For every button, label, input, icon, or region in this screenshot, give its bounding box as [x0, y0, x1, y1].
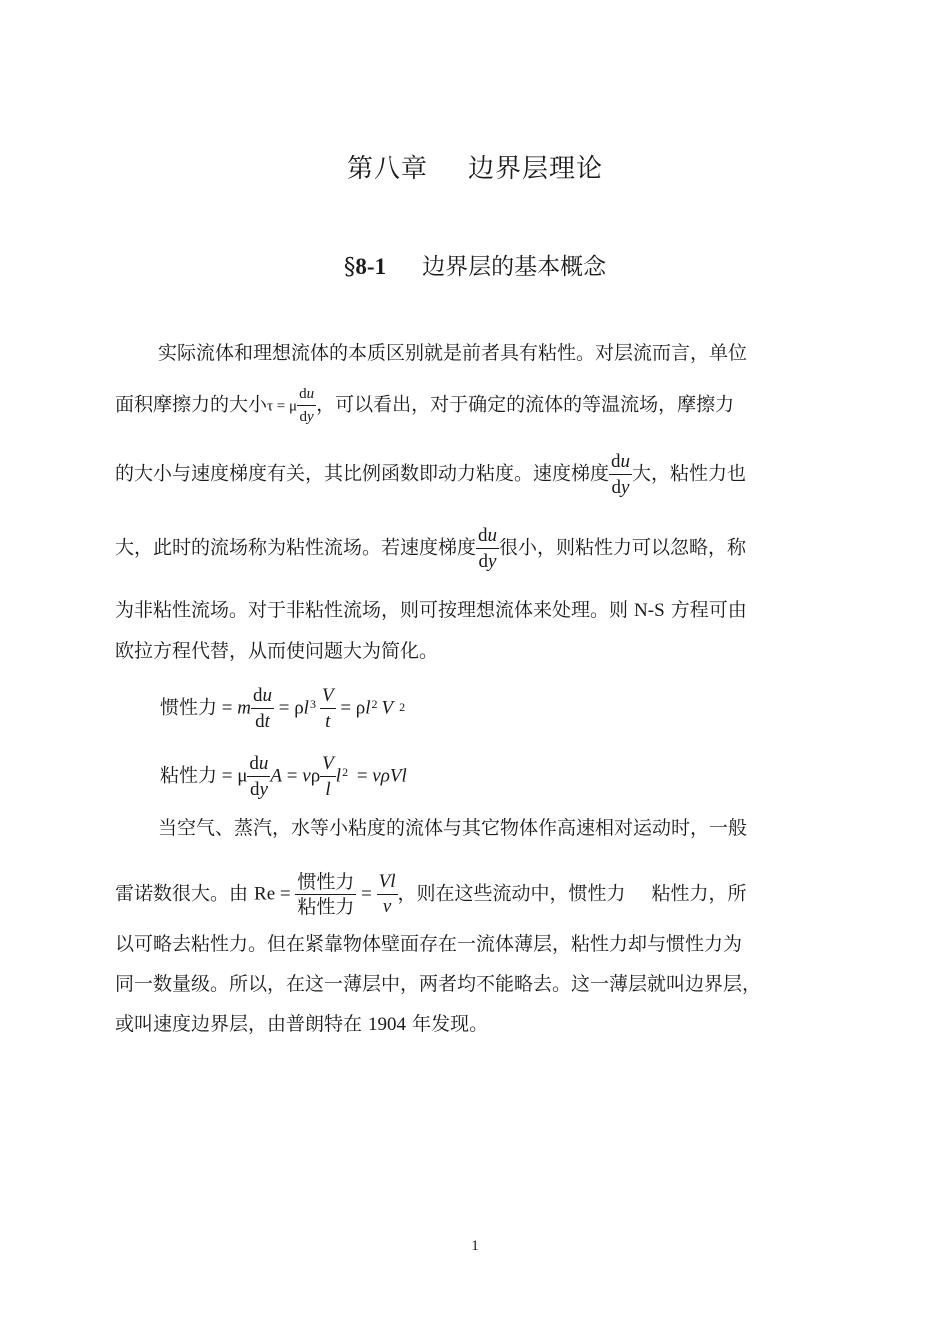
chapter-number: 第八章: [346, 154, 428, 184]
paragraph-2-line-1: 当空气、蒸汽，水等小粘度的流体与其它物体作高速相对运动时，一般: [158, 817, 748, 839]
year: 1904: [368, 1014, 407, 1035]
text-span: 很小，则粘性力可以忽略，称: [499, 536, 747, 559]
d-symbol: d: [299, 409, 307, 425]
y-symbol: y: [488, 551, 497, 572]
fraction-du-dt: [251, 683, 274, 734]
reynolds-symbol: Re: [254, 883, 276, 905]
rho-symbol: ρ: [355, 697, 366, 719]
text-span: 为非粘性流场。对于非粘性流场，则可按理想流体来处理。则: [115, 599, 635, 621]
a-symbol: A: [270, 765, 283, 787]
l-symbol: l: [335, 765, 342, 787]
fraction-vl-nu: [377, 870, 398, 919]
denominator: v: [382, 896, 392, 917]
u-symbol: u: [262, 685, 272, 706]
equals-sign: =: [275, 883, 296, 905]
text-span: 年发现。: [406, 1013, 489, 1035]
numerator: 惯性力: [297, 871, 355, 893]
section-title: 边界层的基本概念: [422, 254, 607, 280]
rho-v-l-term: ρVl: [380, 765, 407, 787]
text-span: 雷诺数很大。由: [115, 882, 255, 905]
text-span: ，可以看出，对于确定的流体的等温流场，摩擦力: [316, 393, 735, 416]
d-symbol: d: [255, 711, 265, 732]
equals-sign: =: [335, 697, 356, 719]
equals-sign: =: [356, 883, 377, 905]
chapter-title: 边界层理论: [468, 154, 604, 184]
paragraph-1-line-1: 实际流体和理想流体的本质区别就是前者具有粘性。对层流而言，单位: [158, 342, 748, 364]
text-span: 或叫速度边界层，由普朗特在: [115, 1013, 369, 1035]
paragraph-1-line-5: [115, 596, 747, 625]
u-symbol: u: [620, 451, 631, 472]
m-symbol: m: [237, 697, 251, 719]
text-span: 面积摩擦力的大小: [115, 393, 268, 416]
paragraph-1-line-4: [115, 523, 746, 574]
l-symbol: l: [365, 697, 371, 719]
exponent: 2: [342, 764, 349, 779]
text-span: 的大小与速度梯度有关，其比例函数即动力粘度。速度梯度: [115, 462, 610, 485]
l-symbol: l: [303, 697, 309, 719]
fraction-v-t: [320, 683, 336, 734]
u-symbol: u: [487, 525, 498, 546]
denominator: 粘性力: [297, 896, 355, 918]
d-symbol: d: [249, 779, 260, 800]
y-symbol: y: [306, 409, 314, 425]
text-span: 大，此时的流场称为粘性流场。若速度梯度: [115, 536, 477, 559]
y-symbol: y: [259, 779, 268, 800]
u-symbol: u: [258, 753, 269, 774]
equation-inertial-force: [160, 683, 405, 734]
fraction-inertial-viscous: [295, 870, 356, 919]
fraction-du-dy: [476, 523, 499, 574]
equals-mu: = μ: [273, 398, 298, 415]
section-number: 8-1: [355, 254, 387, 279]
d-symbol: d: [249, 753, 259, 774]
text-span: 方程可由: [664, 599, 747, 621]
text-span: 粘性力，所: [651, 882, 747, 905]
v-symbol: V: [321, 685, 334, 706]
equals-sign: =: [273, 697, 295, 719]
page-number: 1: [471, 1238, 479, 1254]
mu-symbol: μ: [237, 765, 248, 787]
exponent: 2: [399, 699, 406, 714]
numerator: Vl: [377, 870, 398, 895]
d-symbol: d: [478, 551, 489, 572]
nu-symbol: v: [302, 765, 311, 787]
paragraph-1-line-2: [115, 383, 734, 428]
equation-label: 惯性力: [160, 696, 218, 719]
equals-sign: =: [352, 765, 373, 787]
u-symbol: u: [306, 386, 315, 402]
v-symbol: V: [322, 753, 334, 774]
d-symbol: d: [611, 451, 621, 472]
exponent: 2: [371, 696, 378, 711]
ns-equation-label: N-S: [634, 600, 665, 621]
text-span: 大，粘性力也: [632, 462, 747, 485]
paragraph-1-line-6: 欧拉方程代替，从而使问题大为简化。: [115, 640, 439, 662]
equals-sign: =: [282, 765, 303, 787]
equation-viscous-force: [160, 751, 407, 802]
equals-sign: =: [217, 697, 238, 719]
fraction-du-dy: [247, 751, 270, 802]
exponent: 3: [309, 696, 316, 711]
equation-label: 粘性力: [160, 764, 218, 787]
paragraph-2-line-2: [115, 870, 747, 919]
text-span: ，则在这些流动中，惯性力: [397, 882, 626, 905]
d-symbol: d: [299, 386, 307, 402]
paragraph-2-line-3: 以可略去粘性力。但在紧靠物体壁面存在一流体薄层，粘性力却与惯性力为: [115, 933, 743, 955]
paragraph-2-line-4: 同一数量级。所以，在这一薄层中，两者均不能略去。这一薄层就叫边界层，: [115, 973, 762, 995]
l-symbol: l: [325, 779, 331, 800]
fraction-du-dy: [609, 449, 632, 500]
d-symbol: d: [478, 525, 488, 546]
chapter-heading: [0, 148, 950, 185]
rho-symbol: ρ: [310, 765, 321, 787]
d-symbol: d: [611, 477, 622, 498]
paragraph-2-line-5: [115, 1010, 488, 1039]
section-symbol: §: [343, 254, 356, 280]
paragraph-1-line-3: [115, 449, 746, 500]
d-symbol: d: [252, 685, 263, 706]
v-symbol: V: [381, 697, 394, 719]
fraction-v-l: [320, 751, 336, 802]
t-symbol: t: [325, 711, 331, 732]
fraction-du-dy: [297, 383, 316, 428]
section-heading: [0, 248, 950, 281]
tau-symbol: τ: [267, 398, 274, 415]
equals-sign: =: [217, 765, 238, 787]
y-symbol: y: [621, 477, 630, 498]
nu-symbol: v: [372, 765, 381, 787]
t-symbol: t: [264, 711, 270, 732]
rho-symbol: ρ: [294, 697, 304, 719]
